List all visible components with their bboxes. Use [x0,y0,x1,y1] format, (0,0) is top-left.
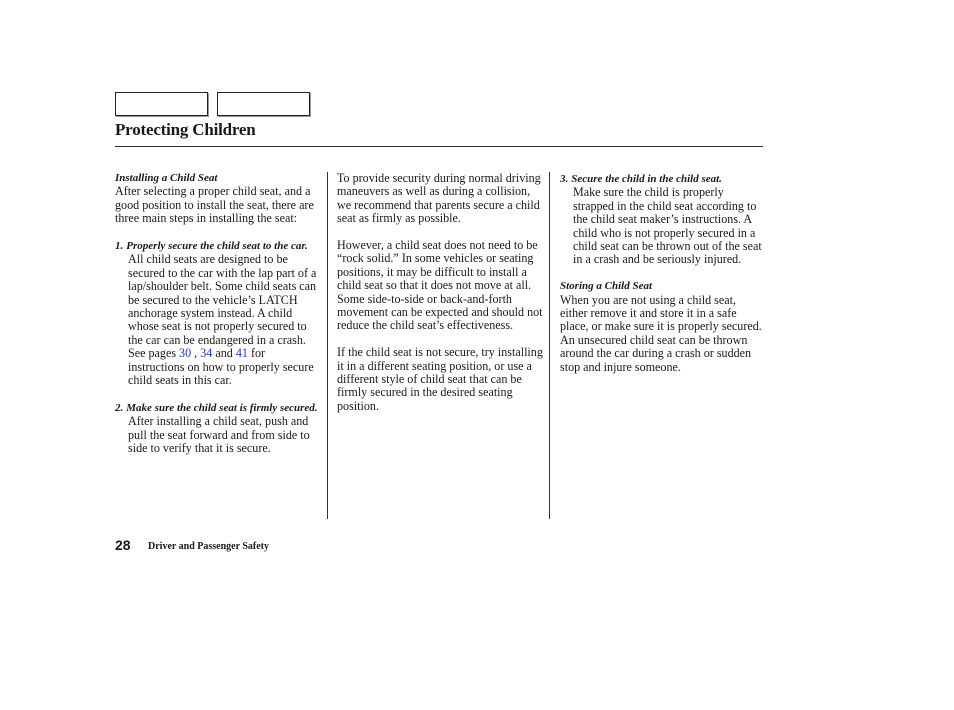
paragraph-storing: When you are not using a child seat, either remove it and store it in a safe place, or make sure it is properly secured. An unsecured child seat can be thrown around the car during a crash or sudden stop and injure someone. [560,292,762,374]
nav-button-main-menu[interactable] [115,92,208,116]
separator: , [191,346,201,361]
step-text: After installing a child seat, push and pull the seat forward and from side to side to verify that it is secure. [128,414,310,456]
separator: and [212,346,236,361]
page-number: 28 [115,537,131,553]
section-name: Driver and Passenger Safety [148,541,270,552]
step-2 [115,401,323,456]
nav-button-table-of-contents[interactable] [217,92,310,116]
column-2 [337,172,543,427]
section-heading-storing: Storing a Child Seat [560,280,653,293]
step-lead: Secure the child in the child seat. [571,173,722,185]
intro-paragraph: After selecting a proper child seat, and a good position to install the seat, there are three main steps in installing the seat: [115,184,314,226]
column-1 [115,172,323,469]
column-divider [549,172,550,519]
title-divider [115,146,763,147]
step-lead: Properly secure the child seat to the car. [126,240,308,253]
section-heading-installing: Installing a Child Seat [115,172,218,184]
paragraph-rock-solid: However, a child seat does not need to be “rock solid.” In some vehicles or seating positions, it may be difficult to install a child seat so that it does not move at all. Some side-to-side or back-and-forth movement can be expected and should not reduce the child seat’s effectiveness. [337,238,543,333]
step-3 [560,172,764,267]
step-lead: Make sure the child seat is firmly secured. [126,401,318,414]
step-number: 1. [115,240,124,253]
page-link-30[interactable]: 30 [179,346,192,361]
step-1 [115,239,323,387]
step-number: 2. [115,401,124,414]
column-3 [560,172,764,387]
column-divider [327,172,328,519]
step-text: All child seats are designed to be secured to the car with the lap part of a lap/shoulder belt. Some child seats can be secured to the vehicle’s LATCH anchorage system instead. A child whose seat is not properly secured to the car can be endangered in a crash. See pages [128,252,317,361]
page-title: Protecting Children [115,120,256,139]
page-link-34[interactable]: 34 [200,346,213,361]
step-text: Make sure the child is properly strapped in the child seat according to the child seat maker’s instructions. A child who is not properly secured in a child seat can be thrown out of the seat in a crash and be seriously injured. [573,185,762,267]
step-text-end: for instructions on how to properly secure child seats in this car. [128,346,314,388]
paragraph-security: To provide security during normal driving maneuvers as well as during a collision, we recommend that parents secure a child seat as firmly as possible. [337,171,541,226]
page-link-41[interactable]: 41 [235,346,248,361]
paragraph-not-secure: If the child seat is not secure, try installing it in a different seating position, or use a different style of child seat that can be firmly secured in the desired seating position. [337,345,543,413]
step-number: 3. [560,173,569,185]
